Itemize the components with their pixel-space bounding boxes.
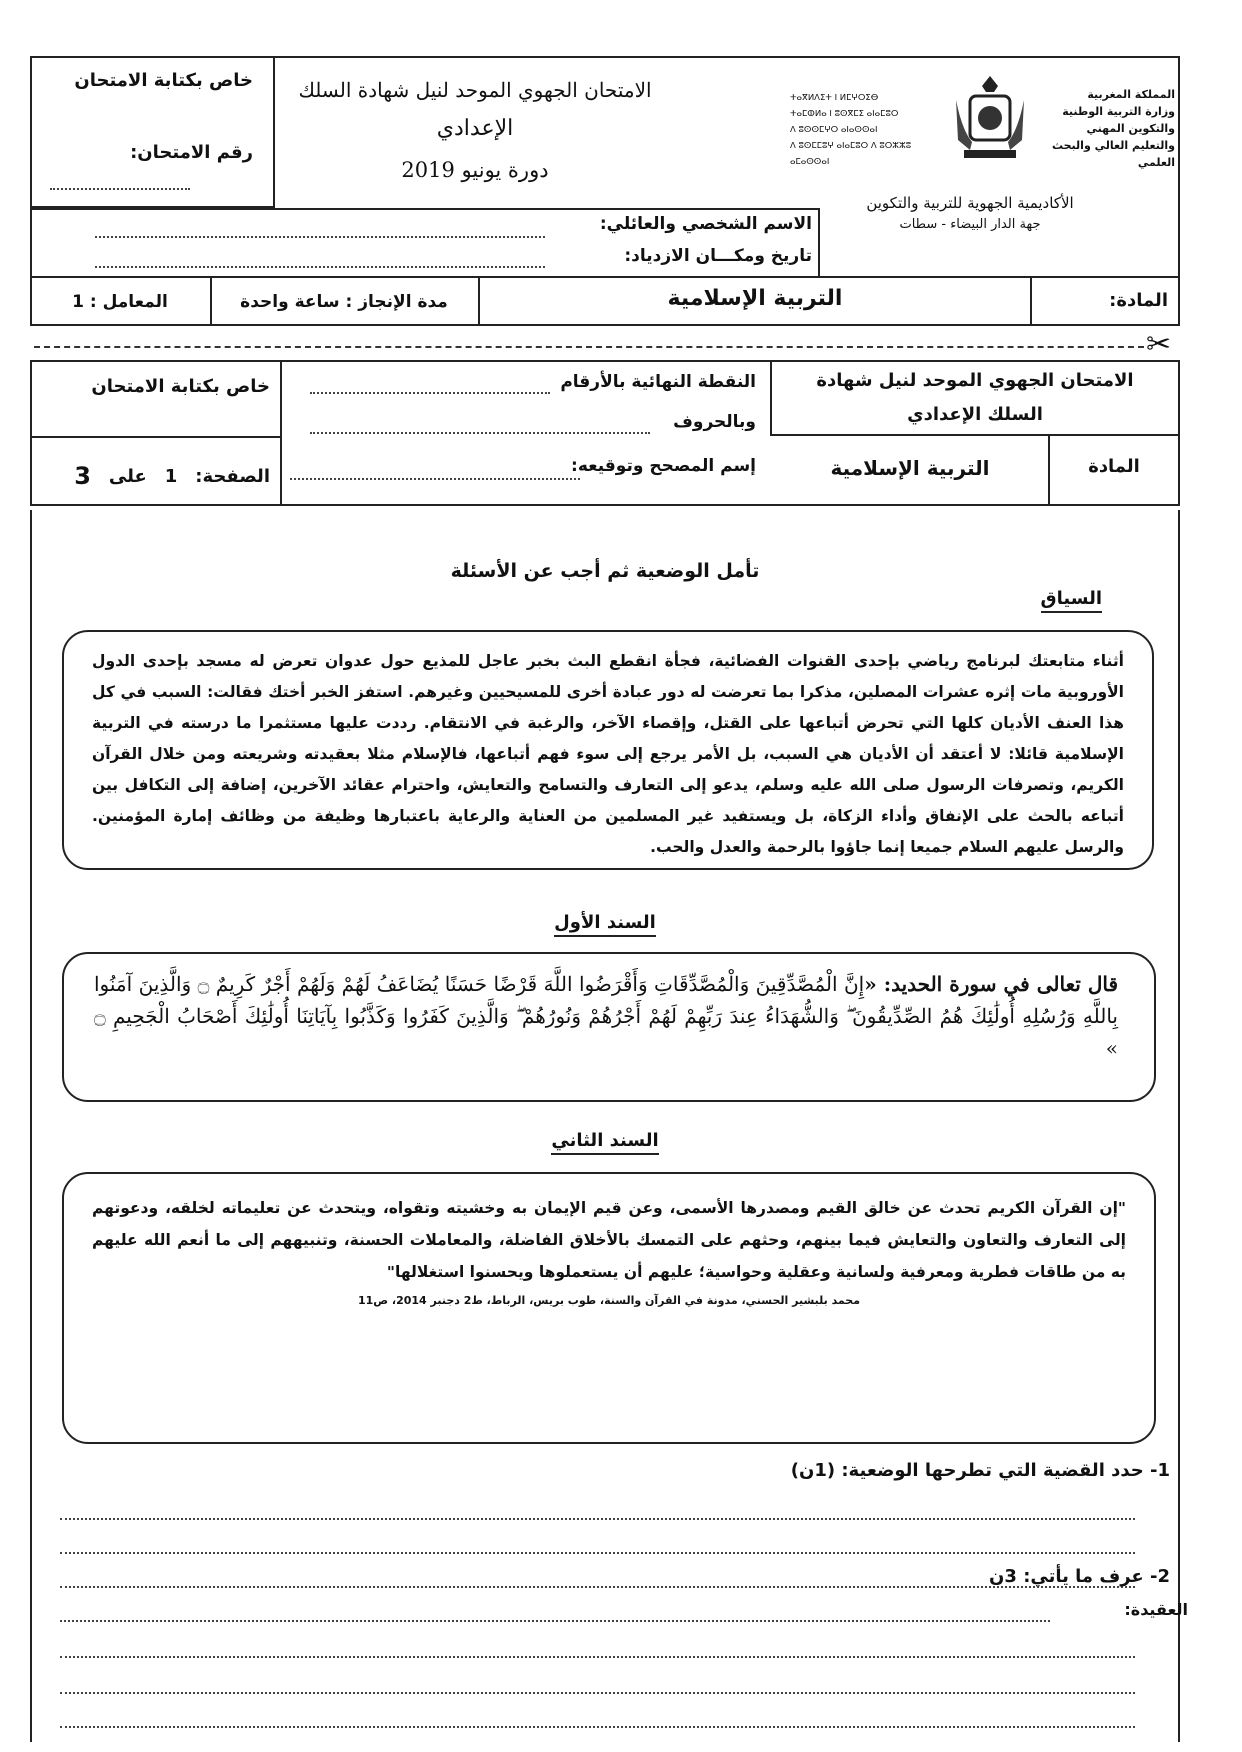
tifinagh-line4: ⴷ ⵓⵙⵎⵎⵓⵖ ⴰⵏⴰⵎⵓⵔ ⴷ ⵓⵔⵣⵣⵓ ⴰⵎⴰⵙⵙⴰⵏ bbox=[790, 141, 912, 167]
detach-title-line1: الامتحان الجهوي الموحد لنيل شهادة bbox=[816, 370, 1134, 391]
subject-row-divider-1 bbox=[1030, 276, 1032, 326]
exam-number-field[interactable] bbox=[50, 188, 190, 190]
context-text: أثناء متابعتك لبرنامج رياضي بإحدى القنوات الفضائية، فجأة انقطع البث بخبر عاجل للمذيع حول عدوان تعرض له مسجد بإحدى الدول الأوروبية مات إثره عشرات المصلين، مذكرا بما تعرضت له دور عبادة أخرى للمسيحيين وغيرهم. استفز الخبر أختك فقالت: السبب في كل هذا العنف الأديان كلها التي تحرض أتباعها على القتل، وإقصاء الآخر، والرغبة في الانتقام. رددت عليها مستثمرا ما درسته في التربية الإسلامية قائلا: لا أعتقد أن الأديان هي السبب، بل الأمر يرجع إلى سوء فهم أتباعها، فالإسلام مثلا بعقيدته وشريعته ومن خلال القرآن الكريم، وتصرفات الرسول صلى الله عليه وسلم، يدعو إلى التعارف والتسامح والتعايش، واحترام عقائد الآخرين، إضافة إلى التكافل بين أتباعه بالحث على الإنفاق وأداء الزكاة، بل ويستفيد غير المسلمين من العناية والرعاية باعتبارها وظيفة من وظائف إمارة المؤمنين. والرسل عليهم السلام جميعا إنما جاؤوا بالرحمة والعدل والحب. bbox=[92, 652, 1124, 856]
question-1: 1- حدد القضية التي تطرحها الوضعية: (1ن) bbox=[790, 1460, 1170, 1481]
kingdom-line2: وزارة التربية الوطنية bbox=[1062, 105, 1175, 118]
doc2-box bbox=[62, 1172, 1156, 1444]
answer-1-line-1[interactable] bbox=[60, 1518, 1135, 1520]
answer-2-line-1[interactable] bbox=[60, 1620, 1050, 1622]
duration-label: مدة الإنجاز : ساعة واحدة bbox=[240, 292, 448, 312]
context-heading: السياق bbox=[1041, 588, 1102, 613]
moroccan-emblem-icon bbox=[950, 70, 1030, 165]
question-2-term: العقيدة: bbox=[1124, 1600, 1188, 1619]
exam-office-label: خاص بكتابة الامتحان bbox=[74, 70, 253, 91]
doc1-heading: السند الأول bbox=[554, 912, 656, 937]
doc2-heading: السند الثاني bbox=[551, 1130, 658, 1155]
tifinagh-line3: ⴷ ⵓⵙⵙⵎⵖⵔ ⴰⵏⴰⵙⵙⴰⵏ bbox=[790, 125, 878, 135]
birth-label: تاريخ ومكـــان الازدياد: bbox=[624, 246, 812, 266]
context-box bbox=[62, 630, 1154, 870]
answer-2-line-4[interactable] bbox=[60, 1726, 1135, 1728]
page-indicator bbox=[50, 462, 270, 490]
page-total: 3 bbox=[74, 462, 91, 490]
detach-office-label: خاص بكتابة الامتحان bbox=[91, 376, 270, 397]
kingdom-block bbox=[1040, 86, 1175, 171]
exam-title-block bbox=[275, 56, 675, 208]
exam-title-line2: الإعدادي bbox=[436, 116, 514, 141]
page-label: الصفحة: bbox=[195, 465, 270, 487]
detach-title-line2: السلك الإعدادي bbox=[907, 404, 1043, 425]
final-grade-letters-label: وبالحروف bbox=[673, 412, 756, 432]
corrector-field[interactable] bbox=[290, 478, 580, 480]
doc2-text: "إن القرآن الكريم تحدث عن خالق القيم ومصدرها الأسمى، وعن قيم الإيمان به وخشيته وتقواه، ويتحدث عن تعليماته لخلقه، ودعوتهم إلى التعارف والتعاون والتعايش فيما بينهم، وحثهم على التمسك بالأخلاق الفاضلة، والمعاملات الحسنة، وتنبيههم إلى ما أنعم الله عليهم به من طاقات فطرية ومعرفية ولسانية وعقلية وحواسية؛ عليهم أن يستعملوها ويحسنوا استغلالها" bbox=[92, 1199, 1126, 1281]
kingdom-line3: والتكوين المهني bbox=[1086, 122, 1175, 135]
detach-subject-value: التربية الإسلامية bbox=[830, 456, 990, 480]
coefficient-label: المعامل : 1 bbox=[72, 292, 168, 312]
doc1-content bbox=[94, 968, 1118, 1064]
page-of: على bbox=[108, 465, 147, 487]
doc1-verse: إِنَّ الْمُصَّدِّقِينَ وَالْمُصَّدِّقَاتِ وَأَقْرَضُوا اللَّهَ قَرْضًا حَسَنًا يُضَاعَفُ لَهُمْ وَلَهُمْ أَجْرٌ كَرِيمٌ ۝ وَالَّذِينَ آمَنُوا بِاللَّهِ وَرُسُلِهِ أُولَٰئِكَ هُمُ الصِّدِّيقُونَ ۖ وَالشُّهَدَاءُ عِندَ رَبِّهِمْ لَهُمْ أَجْرُهُمْ وَنُورُهُمْ ۖ وَالَّذِينَ كَفَرُوا وَكَذَّبُوا بِآيَاتِنَا أُولَٰئِكَ أَصْحَابُ الْجَحِيمِ ۝ » bbox=[94, 972, 1118, 1060]
context-heading-wrap bbox=[1041, 588, 1102, 609]
final-grade-numbers-label: النقطة النهائية بالأرقام bbox=[560, 372, 756, 392]
exam-number-label: رقم الامتحان: bbox=[130, 142, 253, 163]
exam-title-line1: الامتحان الجهوي الموحد لنيل شهادة السلك bbox=[298, 78, 652, 102]
exam-session: دورة يونيو 2019 bbox=[401, 158, 549, 183]
corrector-label: إسم المصحح وتوقيعه: bbox=[571, 456, 756, 476]
doc2-source: محمد بلبشير الحسني، مدونة في القرآن والسنة، طوب بريس، الرباط، ط2 دجنبر 2014، ص11 bbox=[357, 1294, 861, 1307]
birth-field[interactable] bbox=[95, 266, 545, 268]
page-number: 1 bbox=[164, 465, 178, 487]
kingdom-line1: المملكة المغربية bbox=[1087, 88, 1175, 101]
answer-1-line-2[interactable] bbox=[60, 1552, 1135, 1554]
detach-office-box bbox=[30, 436, 280, 438]
answer-1-line-3[interactable] bbox=[60, 1586, 1135, 1588]
name-field[interactable] bbox=[95, 236, 545, 238]
kingdom-line4: والتعليم العالي والبحث العلمي bbox=[1051, 139, 1175, 169]
final-grade-letters-field[interactable] bbox=[310, 432, 650, 434]
academy-block bbox=[820, 192, 1120, 236]
tifinagh-block bbox=[790, 90, 940, 170]
doc1-intro: قال تعالى في سورة الحديد: « bbox=[864, 972, 1119, 996]
doc1-box bbox=[62, 952, 1156, 1102]
answer-2-line-2[interactable] bbox=[60, 1656, 1135, 1658]
exam-office-box bbox=[30, 56, 275, 208]
academy-line2: جهة الدار البيضاء - سطات bbox=[899, 217, 1041, 232]
answer-2-line-3[interactable] bbox=[60, 1692, 1135, 1694]
name-label: الاسم الشخصي والعائلي: bbox=[599, 214, 812, 234]
tifinagh-line2: ⵜⴰⵎⵀⵍⴰ ⵏ ⵓⵙⴳⵎⵉ ⴰⵏⴰⵎⵓⵔ bbox=[790, 109, 899, 119]
subject-value: التربية الإسلامية bbox=[667, 286, 843, 311]
subject-label: المادة: bbox=[1109, 290, 1168, 311]
cut-line bbox=[34, 346, 1144, 348]
instruction: تأمل الوضعية ثم أجب عن الأسئلة bbox=[450, 560, 760, 582]
question-2: 2- عرف ما يأتي: 3ن bbox=[989, 1566, 1170, 1587]
detach-subject-label: المادة bbox=[1088, 456, 1140, 477]
doc2-heading-wrap bbox=[30, 1130, 1180, 1151]
final-grade-numbers-field[interactable] bbox=[310, 392, 550, 394]
scissors-icon: ✂ bbox=[1146, 327, 1172, 362]
doc1-heading-wrap bbox=[30, 912, 1180, 933]
tifinagh-line1: ⵜⴰⴳⵍⴷⵉⵜ ⵏ ⵍⵎⵖⵔⵉⴱ bbox=[790, 93, 879, 103]
academy-line1: الأكاديمية الجهوية للتربية والتكوين bbox=[866, 194, 1074, 212]
